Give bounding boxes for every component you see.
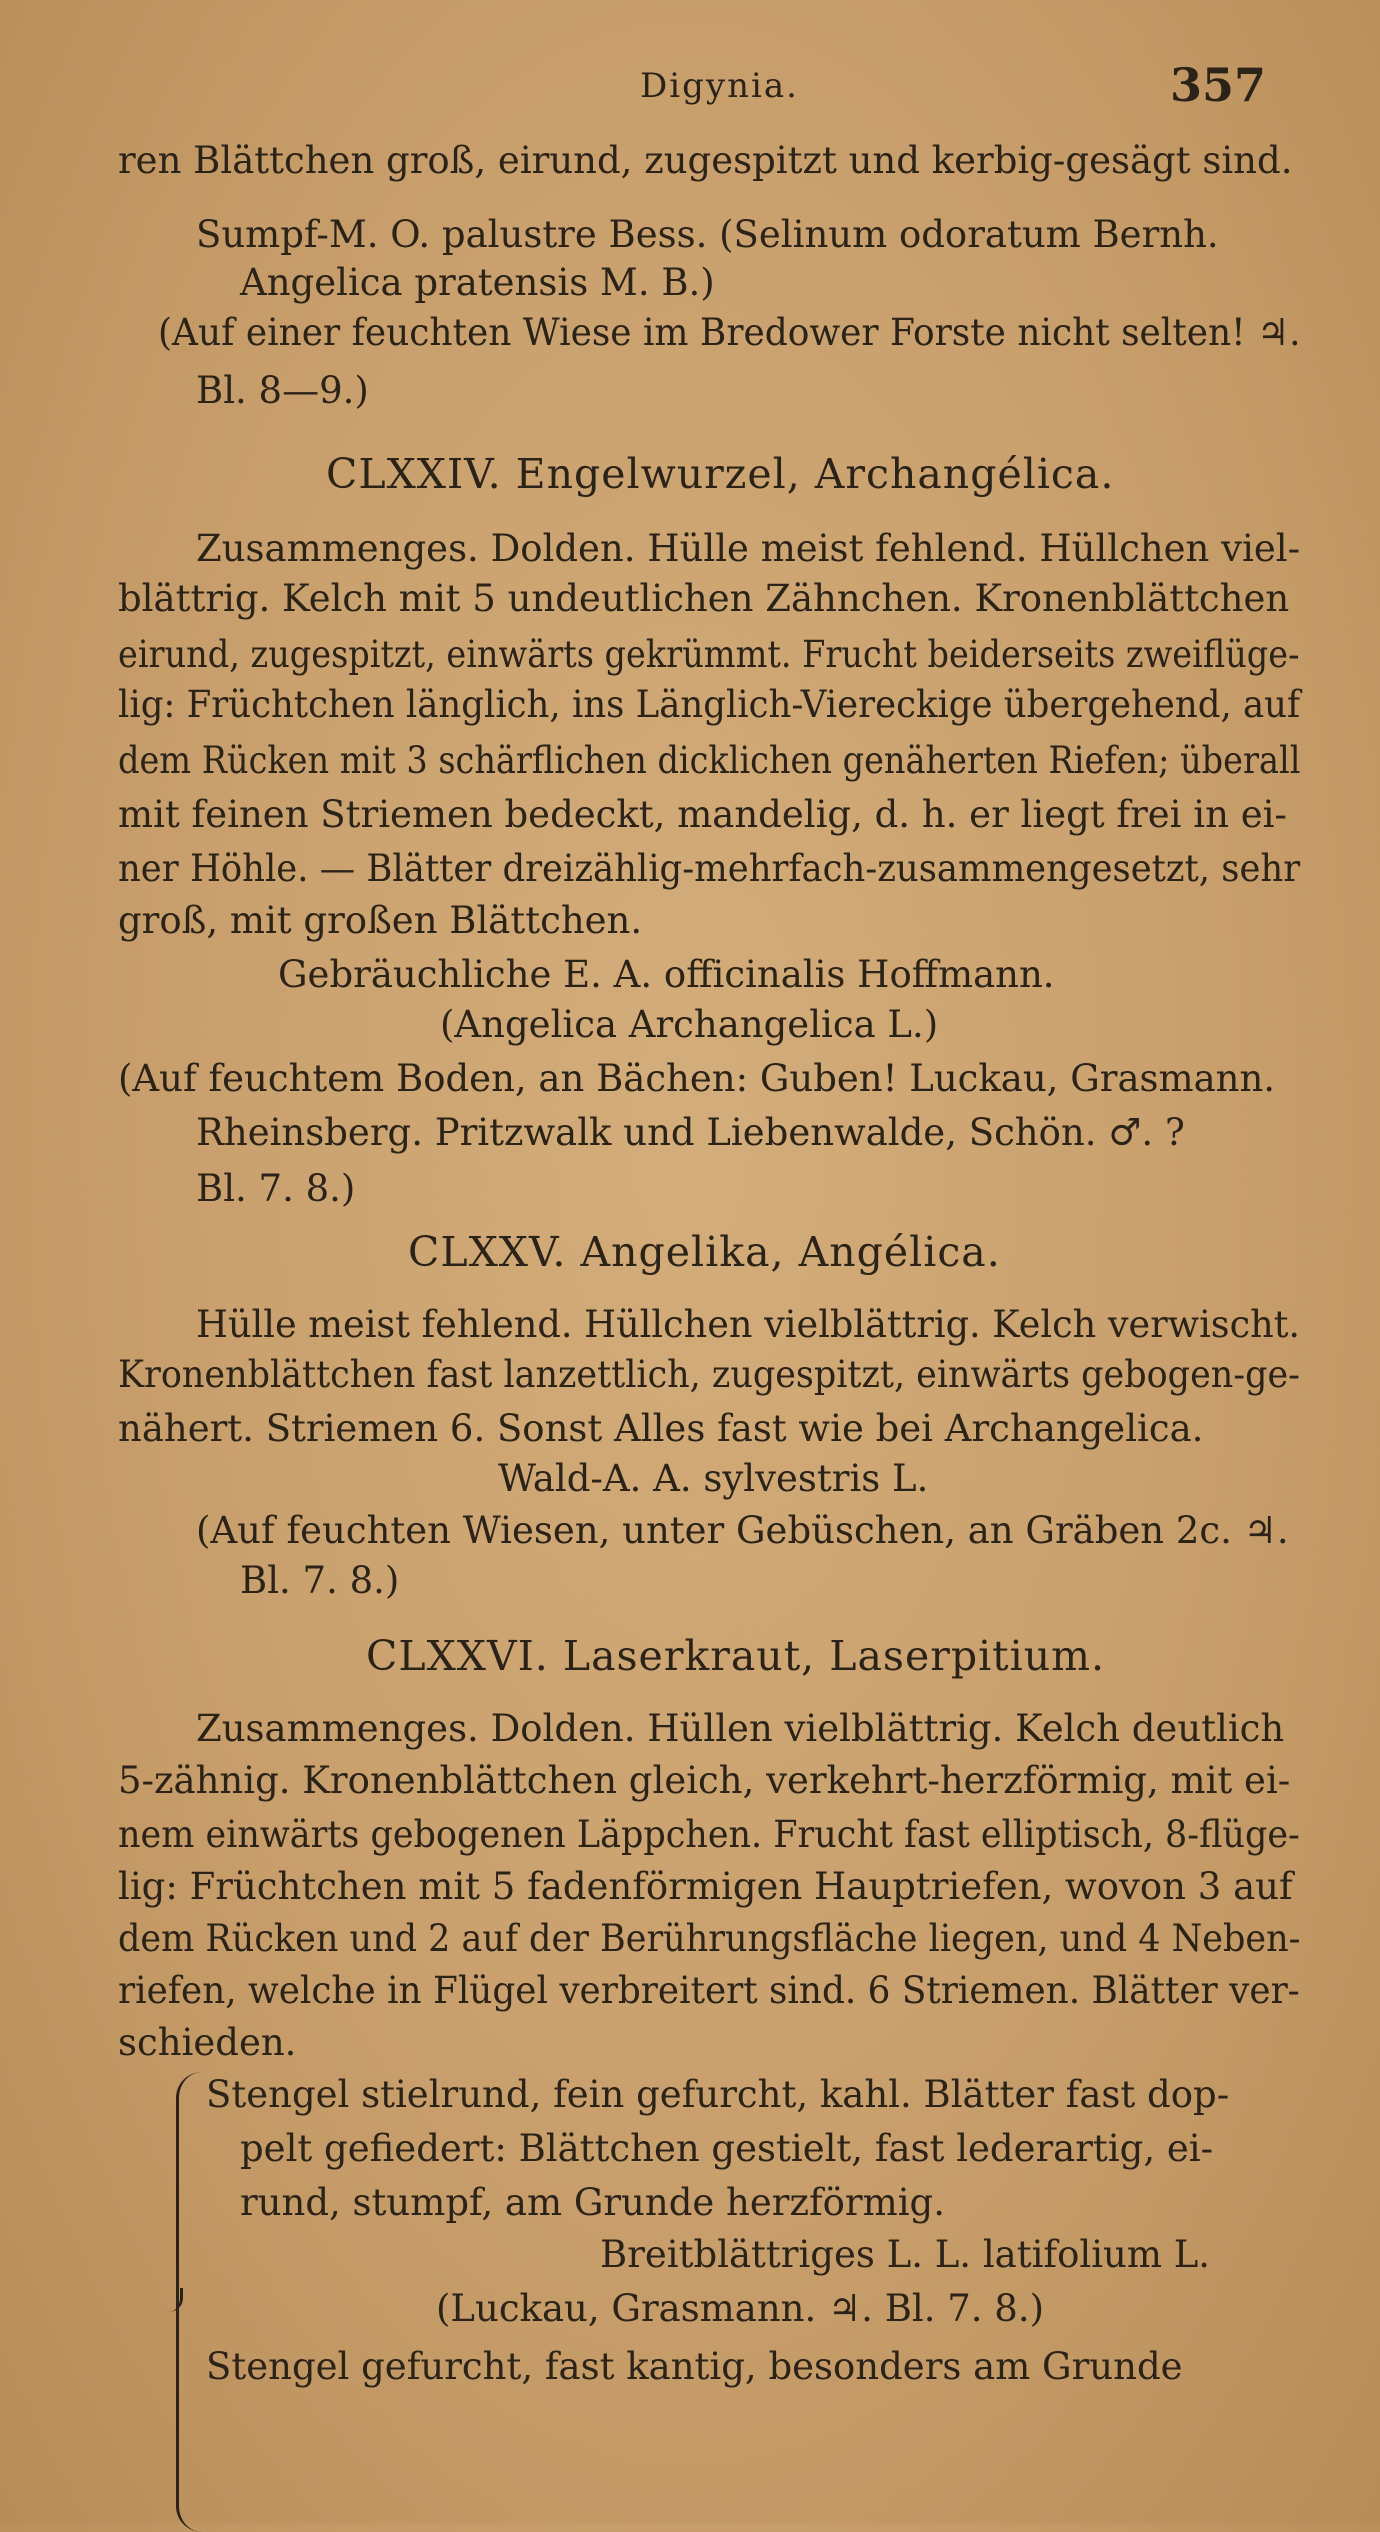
text-line: nähert. Striemen 6. Sonst Alles fast wie bei Archangelica.: [118, 1407, 1204, 1450]
text-line: lig: Früchtchen mit 5 fadenförmigen Hauptriefen, wovon 3 auf: [118, 1865, 1293, 1908]
text-line: Bl. 8—9.): [196, 369, 369, 412]
genus-heading: CLXXIV. Engelwurzel, Archangélica.: [326, 450, 1115, 498]
text-line: dem Rücken mit 3 schärflichen dicklichen genäherten Riefen; überall: [118, 739, 1301, 782]
text-line: riefen, welche in Flügel verbreitert sind. 6 Striemen. Blätter ver-: [118, 1969, 1300, 2012]
text-line: 5-zähnig. Kronenblättchen gleich, verkehrt-herzförmig, mit ei-: [118, 1759, 1291, 1802]
text-line: groß, mit großen Blättchen.: [118, 899, 643, 942]
text-line: schieden.: [118, 2021, 297, 2064]
text-line: (Luckau, Grasmann. ♃. Bl. 7. 8.): [436, 2287, 1045, 2330]
text-line: nem einwärts gebogenen Läppchen. Frucht fast elliptisch, 8-flüge-: [118, 1813, 1300, 1856]
text-line: lig: Früchtchen länglich, ins Länglich-Viereckige übergehend, auf: [118, 683, 1301, 726]
text-line: (Auf feuchten Wiesen, unter Gebüschen, an Gräben 2c. ♃.: [196, 1509, 1289, 1552]
text-line: (Angelica Archangelica L.): [440, 1003, 939, 1046]
text-line: (Auf einer feuchten Wiese im Bredower Forste nicht selten! ♃.: [158, 311, 1301, 354]
text-line: Rheinsberg. Pritzwalk und Liebenwalde, Schön. ♂. ?: [196, 1111, 1185, 1154]
text-line: eirund, zugespitzt, einwärts gekrümmt. Frucht beiderseits zweiflüge-: [118, 633, 1300, 676]
genus-heading: CLXXVI. Laserkraut, Laserpitium.: [366, 1632, 1106, 1680]
text-line: Kronenblättchen fast lanzettlich, zugespitzt, einwärts gebogen-ge-: [118, 1353, 1300, 1396]
text-line: Angelica pratensis M. B.): [240, 261, 715, 304]
text-line: Wald-A. A. sylvestris L.: [498, 1457, 929, 1500]
page-number: 357: [1170, 58, 1267, 112]
text-line: Breitblättriges L. L. latifolium L.: [600, 2233, 1211, 2276]
running-title: Digynia.: [640, 66, 799, 106]
text-line: ner Höhle. — Blätter dreizählig-mehrfach-zusammengesetzt, sehr: [118, 847, 1301, 890]
text-line: Gebräuchliche E. A. officinalis Hoffmann.: [278, 953, 1055, 996]
text-line: mit feinen Striemen bedeckt, mandelig, d. h. er liegt frei in ei-: [118, 793, 1287, 836]
text-line: Hülle meist fehlend. Hüllchen vielblättrig. Kelch verwischt.: [196, 1303, 1301, 1346]
text-line: (Auf feuchtem Boden, an Bächen: Guben! Luckau, Grasmann.: [118, 1057, 1276, 1100]
text-line: Bl. 7. 8.): [240, 1559, 400, 1602]
running-header: [0, 58, 1380, 118]
text-line: pelt gefiedert: Blättchen gestielt, fast lederartig, ei-: [240, 2127, 1214, 2170]
genus-heading: CLXXV. Angelika, Angélica.: [408, 1228, 1001, 1276]
text-line: Stengel stielrund, fein gefurcht, kahl. Blätter fast dop-: [206, 2073, 1230, 2116]
text-line: ren Blättchen groß, eirund, zugespitzt und kerbig-gesägt sind.: [118, 139, 1293, 182]
text-line: blättrig. Kelch mit 5 undeutlichen Zähnchen. Kronenblättchen: [118, 577, 1290, 620]
text-line: Zusammenges. Dolden. Hülle meist fehlend. Hüllchen viel-: [196, 527, 1301, 570]
text-line: Sumpf-M. O. palustre Bess. (Selinum odoratum Bernh.: [196, 213, 1219, 256]
text-line: dem Rücken und 2 auf der Berührungsfläche liegen, und 4 Neben-: [118, 1917, 1301, 1960]
text-line: Stengel gefurcht, fast kantig, besonders am Grunde: [206, 2345, 1183, 2388]
text-line: rund, stumpf, am Grunde herzförmig.: [240, 2181, 945, 2224]
text-line: Zusammenges. Dolden. Hüllen vielblättrig. Kelch deutlich: [196, 1707, 1285, 1750]
text-line: Bl. 7. 8.): [196, 1167, 356, 1210]
